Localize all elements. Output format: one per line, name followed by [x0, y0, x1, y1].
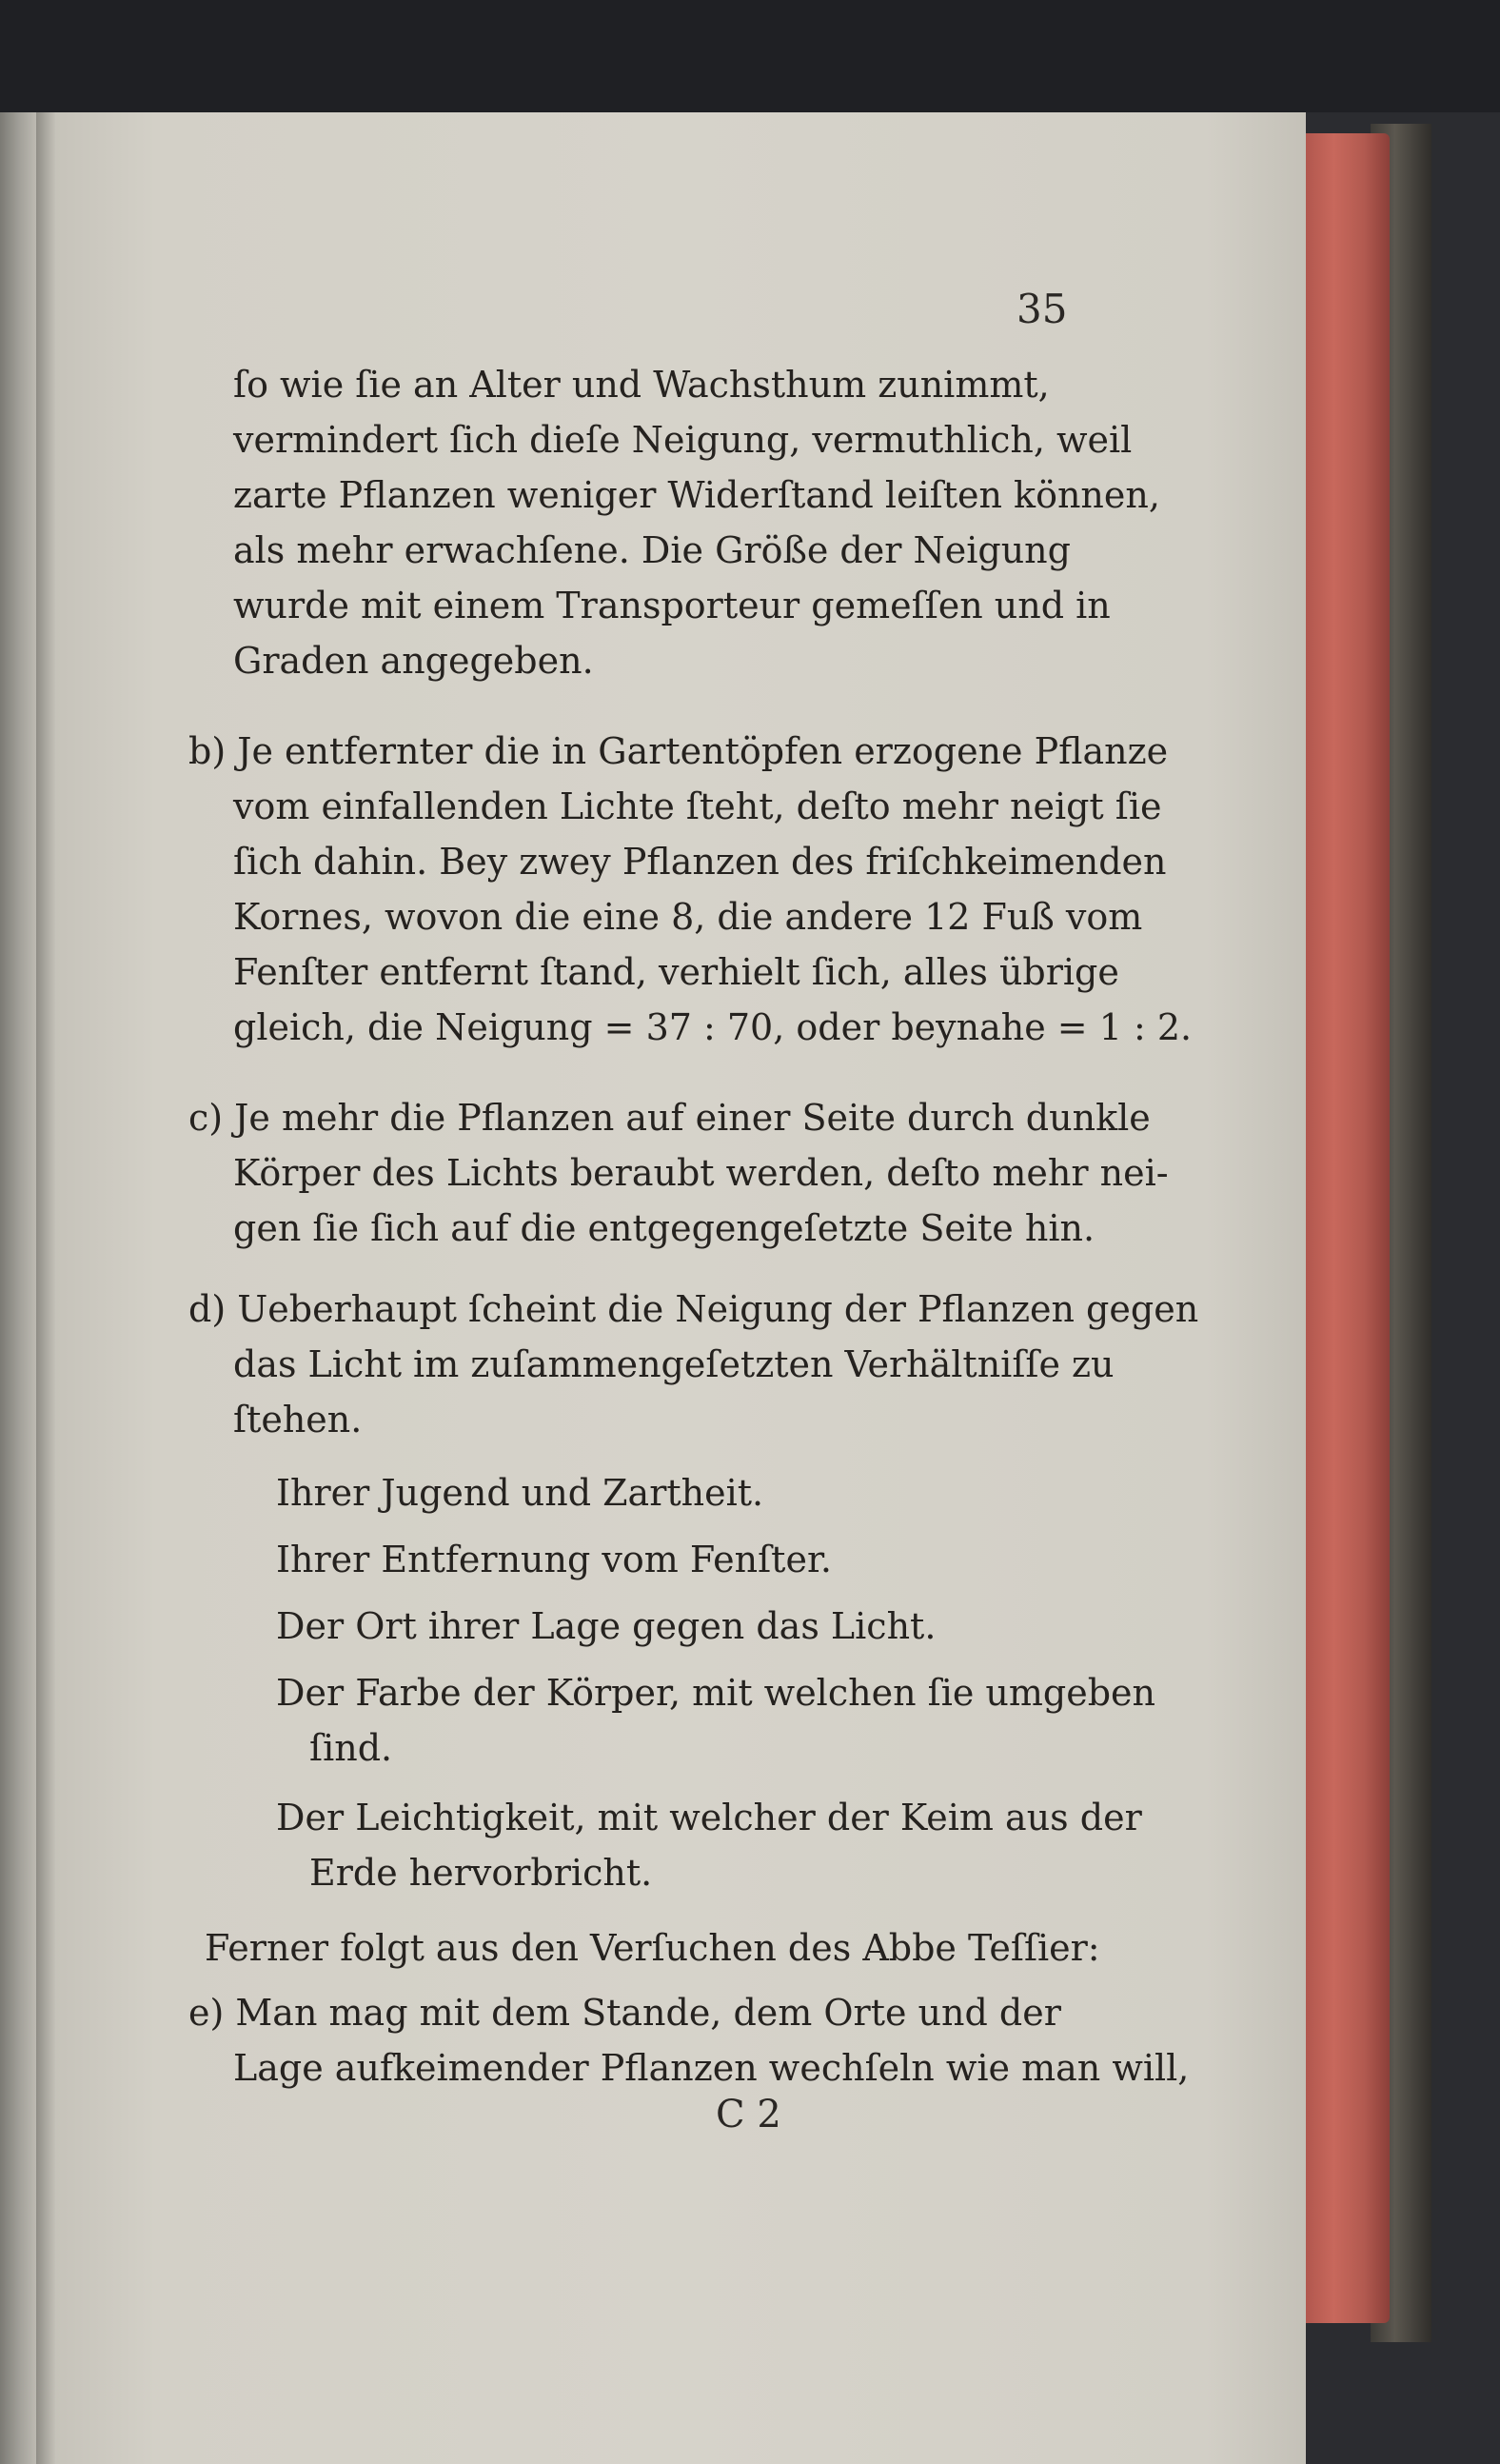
list-item: Der Farbe der Körper, mit welchen ſie umgeben	[276, 1672, 1156, 1714]
paragraph-c-line: c) Je mehr die Pflanzen auf einer Seite durch dunkle	[188, 1097, 1151, 1139]
text-line: Lage aufkeimender Pflanzen wechſeln wie man will,	[233, 2047, 1190, 2089]
page-number: 35	[1016, 286, 1068, 332]
text-line: ſich dahin. Bey zwey Pflanzen des friſchkeimenden	[233, 841, 1167, 883]
list-item: Der Leichtigkeit, mit welcher der Keim aus der	[276, 1797, 1142, 1838]
list-item-continued: Erde hervorbricht.	[309, 1852, 653, 1894]
list-item: Ihrer Jugend und Zartheit.	[276, 1472, 764, 1514]
text-line: ſtehen.	[233, 1399, 363, 1441]
backdrop	[0, 0, 1500, 112]
text-line: vom einfallenden Lichte ſteht, deſto mehr neigt ſie	[233, 785, 1162, 827]
text-line: Graden angegeben.	[233, 640, 594, 682]
book-gutter	[36, 112, 57, 2464]
text-line: wurde mit einem Transporteur gemeſſen und in	[233, 585, 1111, 626]
text-line: das Licht im zuſammengeſetzten Verhältniſſe zu	[233, 1343, 1115, 1385]
list-item: Ihrer Entfernung vom Fenſter.	[276, 1539, 833, 1580]
text-line: Körper des Lichts beraubt werden, deſto mehr nei-	[233, 1152, 1169, 1194]
list-item: Der Ort ihrer Lage gegen das Licht.	[276, 1605, 937, 1647]
paragraph-d-line: d) Ueberhaupt ſcheint die Neigung der Pflanzen gegen	[188, 1288, 1199, 1330]
text-line: Kornes, wovon die eine 8, die andere 12 Fuß vom	[233, 896, 1143, 938]
text-line: Ferner folgt aus den Verſuchen des Abbe Teſſier:	[205, 1927, 1100, 1969]
text-line: Fenſter entfernt ſtand, verhielt ſich, alles übrige	[233, 951, 1119, 993]
list-item-continued: ſind.	[309, 1727, 393, 1769]
text-line: vermindert ſich dieſe Neigung, vermuthlich, weil	[233, 419, 1133, 461]
text-line: gen ſie ſich auf die entgegengeſetzte Seite hin.	[233, 1207, 1095, 1249]
printer-signature: C 2	[716, 2093, 781, 2136]
paragraph-b-line: b) Je entfernter die in Gartentöpfen erzogene Pflanze	[188, 730, 1169, 772]
text-line: ſo wie ſie an Alter und Wachsthum zunimmt,	[233, 364, 1050, 406]
facing-page-edge	[0, 112, 36, 2464]
text-line: zarte Pflanzen weniger Widerſtand leiſten können,	[233, 474, 1160, 516]
text-line: als mehr erwachſene. Die Größe der Neigung	[233, 529, 1071, 571]
text-line: gleich, die Neigung = 37 : 70, oder beynahe = 1 : 2.	[233, 1006, 1193, 1048]
red-page-edges	[1304, 133, 1390, 2323]
paragraph-e-line: e) Man mag mit dem Stande, dem Orte und der	[188, 1992, 1061, 2034]
